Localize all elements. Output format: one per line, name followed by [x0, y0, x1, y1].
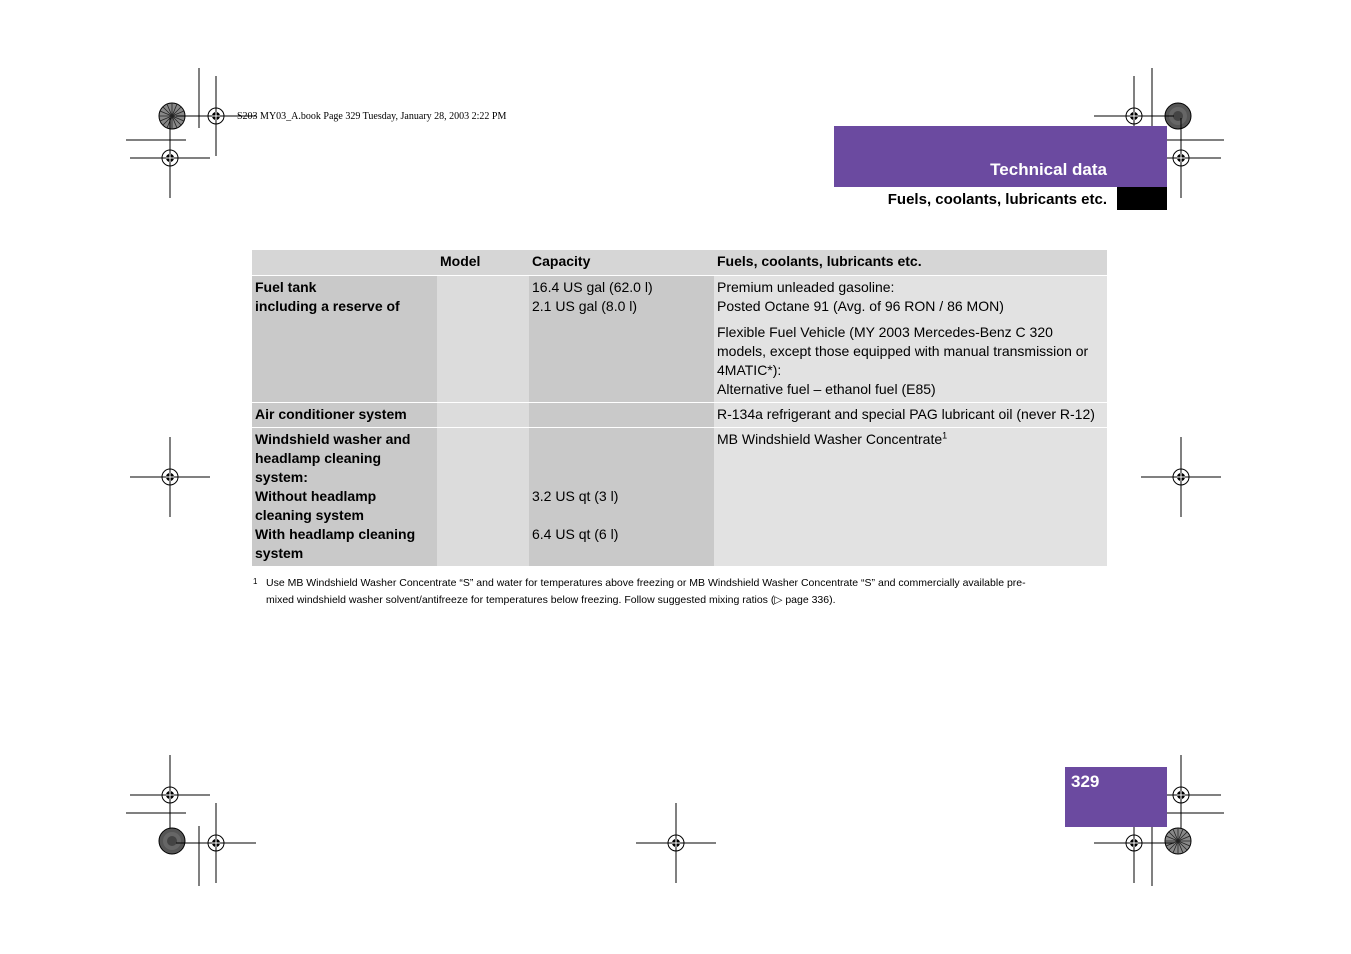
item-label: system	[255, 545, 304, 561]
fuel-text: Alternative fuel – ethanol fuel (E85)	[717, 381, 936, 397]
item-label: headlamp cleaning	[255, 450, 382, 466]
item-label: system:	[255, 469, 308, 485]
fuels-table	[252, 250, 1107, 566]
cell-model	[437, 276, 529, 403]
fuel-text: 4MATIC*):	[717, 362, 782, 378]
cell-item	[252, 276, 437, 403]
cell-capacity	[529, 403, 714, 428]
capacity-value: 16.4 US gal (62.0 l)	[532, 279, 653, 295]
table-row-fuel-tank	[252, 276, 1107, 403]
footnote-line: Use MB Windshield Washer Concentrate “S” and water for temperatures above freezing or MB Windshield Washer Concentrate “S” and commercially available pre-	[266, 577, 1026, 589]
capacity-value: 3.2 US qt (3 l)	[532, 488, 619, 504]
cell-item	[252, 428, 437, 567]
section-tab-marker	[1117, 187, 1167, 210]
fuel-text: Flexible Fuel Vehicle (MY 2003 Mercedes-Benz C 320	[717, 324, 1053, 340]
item-label: including a reserve of	[255, 298, 400, 314]
table-header-row	[252, 250, 1107, 276]
cell-model	[437, 403, 529, 428]
column-header-model: Model	[437, 250, 529, 276]
section-title: Technical data	[990, 160, 1107, 179]
table-row-windshield-washer	[252, 428, 1107, 567]
item-label: cleaning system	[255, 507, 364, 523]
item-label: Windshield washer and	[255, 431, 411, 447]
cell-capacity	[529, 428, 714, 567]
cell-item: Air conditioner system	[252, 403, 437, 428]
cell-capacity	[529, 276, 714, 403]
item-label: With headlamp cleaning	[255, 526, 416, 542]
capacity-value: 6.4 US qt (6 l)	[532, 526, 619, 542]
fuel-text: Posted Octane 91 (Avg. of 96 RON / 86 MON)	[717, 298, 1004, 314]
cell-fuel	[714, 276, 1107, 403]
subsection-title: Fuels, coolants, lubricants etc.	[887, 191, 1107, 208]
footnote	[253, 575, 1108, 609]
fuel-text: models, except those equipped with manual transmission or	[717, 343, 1089, 359]
column-header-item	[252, 250, 437, 276]
cell-model	[437, 428, 529, 567]
footnote-mark: 1	[253, 577, 258, 586]
column-header-capacity: Capacity	[529, 250, 714, 276]
item-label: Fuel tank	[255, 279, 317, 295]
page-number: 329	[1071, 772, 1100, 791]
page-number-box	[1065, 767, 1167, 827]
print-header: S203 MY03_A.book Page 329 Tuesday, January 28, 2003 2:22 PM	[237, 111, 507, 122]
fuel-text: MB Windshield Washer Concentrate	[717, 431, 943, 447]
table-row-air-conditioner	[252, 403, 1107, 428]
section-header-box	[834, 126, 1167, 187]
cell-fuel: R-134a refrigerant and special PAG lubricant oil (never R-12)	[714, 403, 1107, 428]
cell-fuel	[714, 428, 1107, 567]
footnote-line: mixed windshield washer solvent/antifreeze for temperatures below freezing. Follow suggested mixing ratios (▷ page 336).	[266, 594, 836, 606]
item-label: Without headlamp	[255, 488, 377, 504]
fuel-text: Premium unleaded gasoline:	[717, 279, 895, 295]
column-header-fuels: Fuels, coolants, lubricants etc.	[714, 250, 1107, 276]
capacity-value: 2.1 US gal (8.0 l)	[532, 298, 638, 314]
footnote-reference: 1	[942, 430, 948, 441]
